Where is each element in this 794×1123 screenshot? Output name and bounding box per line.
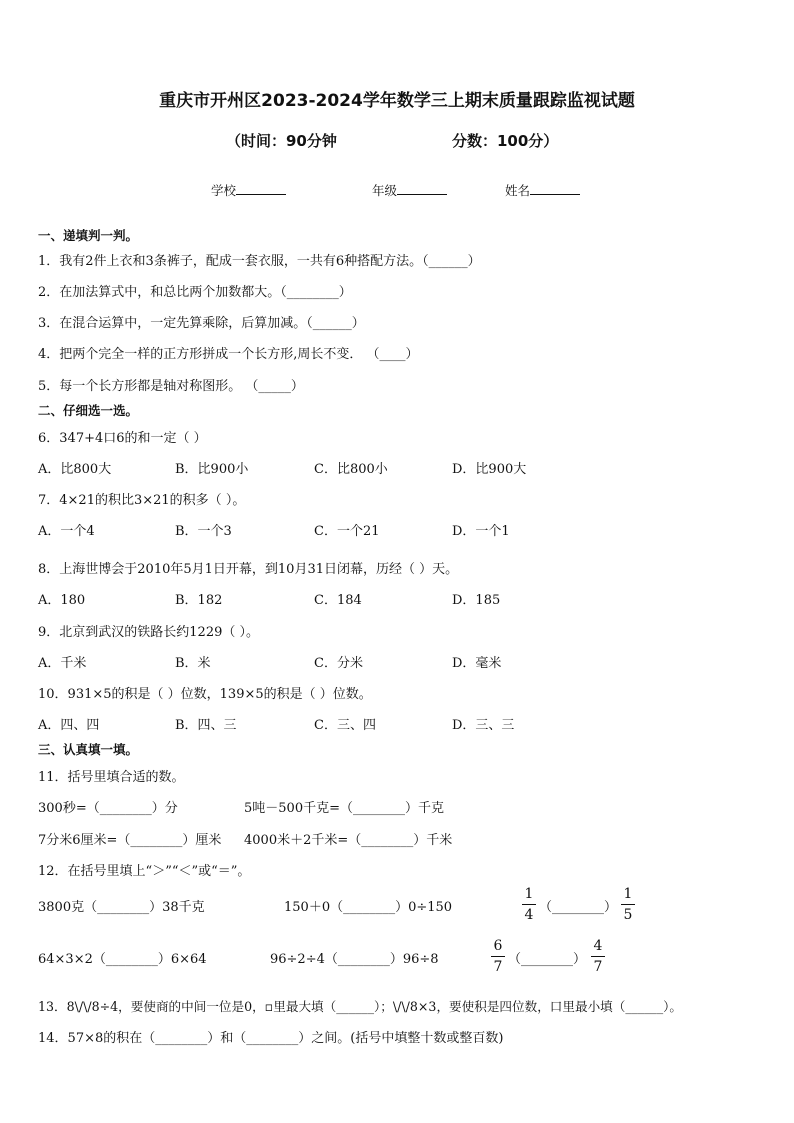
- name-field: [505, 181, 580, 199]
- fraction-denominator: 5: [623, 907, 633, 923]
- question-12: 12．在括号里填上“＞”“＜”或“＝”。: [38, 864, 251, 879]
- fraction-1-4: [522, 885, 536, 924]
- fraction-4-7: [591, 937, 605, 976]
- question-12a: 3800克（________）38千克: [38, 900, 205, 915]
- question-12d: 64×3×2（________）6×64: [38, 952, 207, 967]
- school-blank[interactable]: [236, 181, 286, 195]
- grade-field: [372, 181, 447, 199]
- name-label: 姓名: [505, 183, 531, 198]
- q6-option-b[interactable]: B．比900小: [175, 462, 249, 477]
- q8-option-d[interactable]: D．185: [452, 593, 501, 608]
- section-judge-heading: 一、递填判一判。: [38, 228, 139, 243]
- question-7: 7．4×21的积比3×21的积多（ ）。: [38, 493, 246, 508]
- school-label: 学校: [211, 183, 237, 198]
- question-11: 11．括号里填合适的数。: [38, 770, 185, 785]
- page-title: 重庆市开州区2023-2024学年数学三上期末质量跟踪监视试题: [159, 91, 635, 111]
- q10-option-d[interactable]: D．三、三: [452, 718, 515, 733]
- q8-option-a[interactable]: A．180: [38, 593, 86, 608]
- section-fill-heading: 三、认真填一填。: [38, 742, 139, 757]
- q6-option-c[interactable]: C．比800小: [314, 462, 388, 477]
- name-blank[interactable]: [530, 181, 580, 195]
- question-12c-blank[interactable]: （________）: [539, 900, 618, 915]
- q9-option-d[interactable]: D．毫米: [452, 656, 502, 671]
- fraction-denominator: 4: [524, 907, 534, 923]
- fraction-numerator: 1: [524, 886, 534, 902]
- q7-option-b[interactable]: B．一个3: [175, 524, 232, 539]
- grade-blank[interactable]: [397, 181, 447, 195]
- q7-option-c[interactable]: C．一个21: [314, 524, 380, 539]
- q8-option-b[interactable]: B．182: [175, 593, 223, 608]
- question-3: 3．在混合运算中，一定先算乘除，后算加减。（______）: [38, 316, 365, 331]
- question-14: 14．57×8的积在（________）和（________）之间。(括号中填整十数或整百数): [38, 1031, 504, 1046]
- q9-option-b[interactable]: B．米: [175, 656, 211, 671]
- q9-option-c[interactable]: C．分米: [314, 656, 363, 671]
- question-12e: 96÷2÷4（________）96÷8: [270, 952, 439, 967]
- q10-option-c[interactable]: C．三、四: [314, 718, 376, 733]
- exam-time: （时间：90分钟: [226, 132, 337, 150]
- question-11d: 4000米＋2千米=（________）千米: [244, 833, 453, 848]
- q10-option-a[interactable]: A．四、四: [38, 718, 100, 733]
- exam-score: 分数：100分）: [452, 132, 559, 150]
- fraction-6-7: [491, 937, 505, 976]
- fraction-numerator: 1: [623, 886, 633, 902]
- section-choice-heading: 二、仔细选一选。: [38, 403, 139, 418]
- question-12b: 150＋0（________）0÷150: [284, 900, 453, 915]
- question-2: 2．在加法算式中，和总比两个加数都大。（________）: [38, 285, 352, 300]
- q8-option-c[interactable]: C．184: [314, 593, 362, 608]
- question-8: 8．上海世博会于2010年5月1日开幕，到10月31日闭幕，历经（ ）天。: [38, 562, 459, 577]
- q7-option-d[interactable]: D．一个1: [452, 524, 510, 539]
- question-1: 1．我有2件上衣和3条裤子，配成一套衣服，一共有6种搭配方法。（______）: [38, 254, 481, 269]
- q9-option-a[interactable]: A．千米: [38, 656, 87, 671]
- q6-option-a[interactable]: A．比800大: [38, 462, 112, 477]
- question-10: 10．931×5的积是（ ）位数，139×5的积是（ ）位数。: [38, 687, 372, 702]
- q6-option-d[interactable]: D．比900大: [452, 462, 527, 477]
- fraction-numerator: 4: [593, 938, 603, 954]
- fraction-1-5: [621, 885, 635, 924]
- grade-label: 年级: [372, 183, 398, 198]
- question-11a: 300秒=（________）分: [38, 801, 178, 816]
- fraction-numerator: 6: [493, 938, 503, 954]
- question-4: 4．把两个完全一样的正方形拼成一个长方形,周长不变． （____）: [38, 347, 419, 362]
- question-5: 5．每一个长方形都是轴对称图形。 （_____）: [38, 379, 304, 394]
- fraction-denominator: 7: [593, 959, 603, 975]
- question-12f-blank[interactable]: （________）: [508, 952, 587, 967]
- school-field: [211, 181, 286, 199]
- question-13: 13．8\/\/8÷4，要使商的中间一位是0，▫里最大填（______）；\/\/8×3，要使积是四位数，口里最小填（______）。: [38, 999, 683, 1014]
- q7-option-a[interactable]: A．一个4: [38, 524, 95, 539]
- q10-option-b[interactable]: B．四、三: [175, 718, 237, 733]
- question-9: 9．北京到武汉的铁路长约1229（ ）。: [38, 625, 259, 640]
- question-11c: 7分米6厘米=（________）厘米: [38, 833, 222, 848]
- question-11b: 5吨－500千克=（________）千克: [244, 801, 444, 816]
- fraction-denominator: 7: [493, 959, 503, 975]
- question-6: 6．347+4口6的和一定（ ）: [38, 431, 207, 446]
